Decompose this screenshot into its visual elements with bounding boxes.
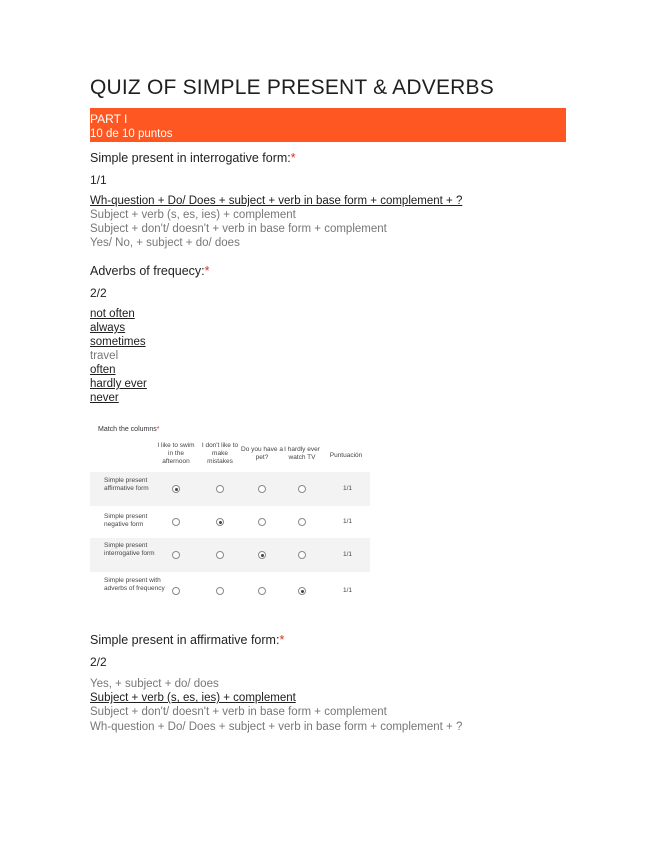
- grid-column-header: I hardly ever watch TV: [284, 446, 320, 461]
- answer-option: travel: [90, 350, 119, 362]
- grid-radio[interactable]: [258, 485, 266, 493]
- grid-radio[interactable]: [216, 485, 224, 493]
- part-score: 10 de 10 puntos: [90, 128, 173, 140]
- grid-row-points: 1/1: [343, 551, 353, 558]
- answer-option: Subject + verb (s, es, ies) + complement: [90, 692, 296, 704]
- answer-option: not often: [90, 308, 135, 320]
- grid-column-header: Do you have a pet?: [241, 446, 283, 461]
- answer-option: Wh-question + Do/ Does + subject + verb in base form + complement + ?: [90, 195, 463, 207]
- page-title: QUIZ OF SIMPLE PRESENT & ADVERBS: [90, 76, 494, 99]
- answer-option: Yes/ No, + subject + do/ does: [90, 237, 240, 249]
- grid-radio[interactable]: [172, 485, 180, 493]
- question-title: [90, 264, 210, 278]
- grid-row-points: 1/1: [343, 518, 353, 525]
- grid-row-label: Simple present affirmative form: [104, 477, 149, 492]
- grid-radio[interactable]: [172, 551, 180, 559]
- question-text: Adverbs of frequecy:: [90, 264, 205, 278]
- question-text: Simple present in interrogative form:: [90, 151, 291, 165]
- grid-radio[interactable]: [216, 518, 224, 526]
- grid-question: [90, 422, 372, 608]
- required-marker: *: [156, 426, 160, 433]
- question-score: 2/2: [90, 286, 107, 300]
- part-name: PART I: [90, 112, 128, 126]
- answer-option: always: [90, 322, 126, 334]
- grid-radio[interactable]: [216, 587, 224, 595]
- grid-radio[interactable]: [298, 485, 306, 493]
- grid-row-label: Simple present interrogative form: [104, 542, 155, 557]
- grid-radio[interactable]: [298, 518, 306, 526]
- answer-option: Wh-question + Do/ Does + subject + verb in base form + complement + ?: [90, 721, 463, 733]
- grid-radio[interactable]: [298, 551, 306, 559]
- grid-title-text: Match the columns: [98, 426, 157, 433]
- grid-row-points: 1/1: [343, 485, 353, 492]
- required-marker: *: [204, 264, 210, 278]
- grid-row: [90, 472, 370, 506]
- grid-column-header: Puntuación: [329, 452, 363, 459]
- grid-row-label: Simple present negative form: [104, 513, 148, 528]
- grid-row-points: 1/1: [343, 587, 353, 594]
- question-title: [90, 633, 284, 647]
- answer-option: Subject + verb (s, es, ies) + complement: [90, 209, 296, 221]
- answer-option: hardly ever: [90, 378, 147, 390]
- answer-option: Subject + don't/ doesn't + verb in base form + complement: [90, 223, 387, 235]
- question-text: Simple present in affirmative form:: [90, 633, 280, 647]
- question-title: [90, 151, 296, 165]
- answer-option: Subject + don't/ doesn't + verb in base form + complement: [90, 706, 387, 718]
- grid-radio[interactable]: [258, 587, 266, 595]
- answer-option: never: [90, 392, 119, 404]
- grid-radio[interactable]: [216, 551, 224, 559]
- question-score: 1/1: [90, 173, 107, 187]
- grid-column-header: I like to swim in the afternoon: [157, 442, 195, 465]
- grid-row: [90, 508, 370, 536]
- grid-radio[interactable]: [172, 518, 180, 526]
- grid-row: [90, 538, 370, 572]
- grid-radio[interactable]: [298, 587, 306, 595]
- grid-radio[interactable]: [172, 587, 180, 595]
- grid-title: [98, 426, 159, 433]
- grid-column-header: I don't like to make mistakes: [201, 442, 239, 465]
- answer-option: often: [90, 364, 116, 376]
- grid-radio[interactable]: [258, 518, 266, 526]
- required-marker: *: [290, 151, 296, 165]
- question-score: 2/2: [90, 655, 107, 669]
- grid-row-label: Simple present with adverbs of frequency: [104, 577, 165, 592]
- answer-option: sometimes: [90, 336, 146, 348]
- answer-option: Yes, + subject + do/ does: [90, 678, 219, 690]
- required-marker: *: [279, 633, 285, 647]
- part-header: [90, 108, 566, 142]
- grid-radio[interactable]: [258, 551, 266, 559]
- grid-row: [90, 574, 370, 608]
